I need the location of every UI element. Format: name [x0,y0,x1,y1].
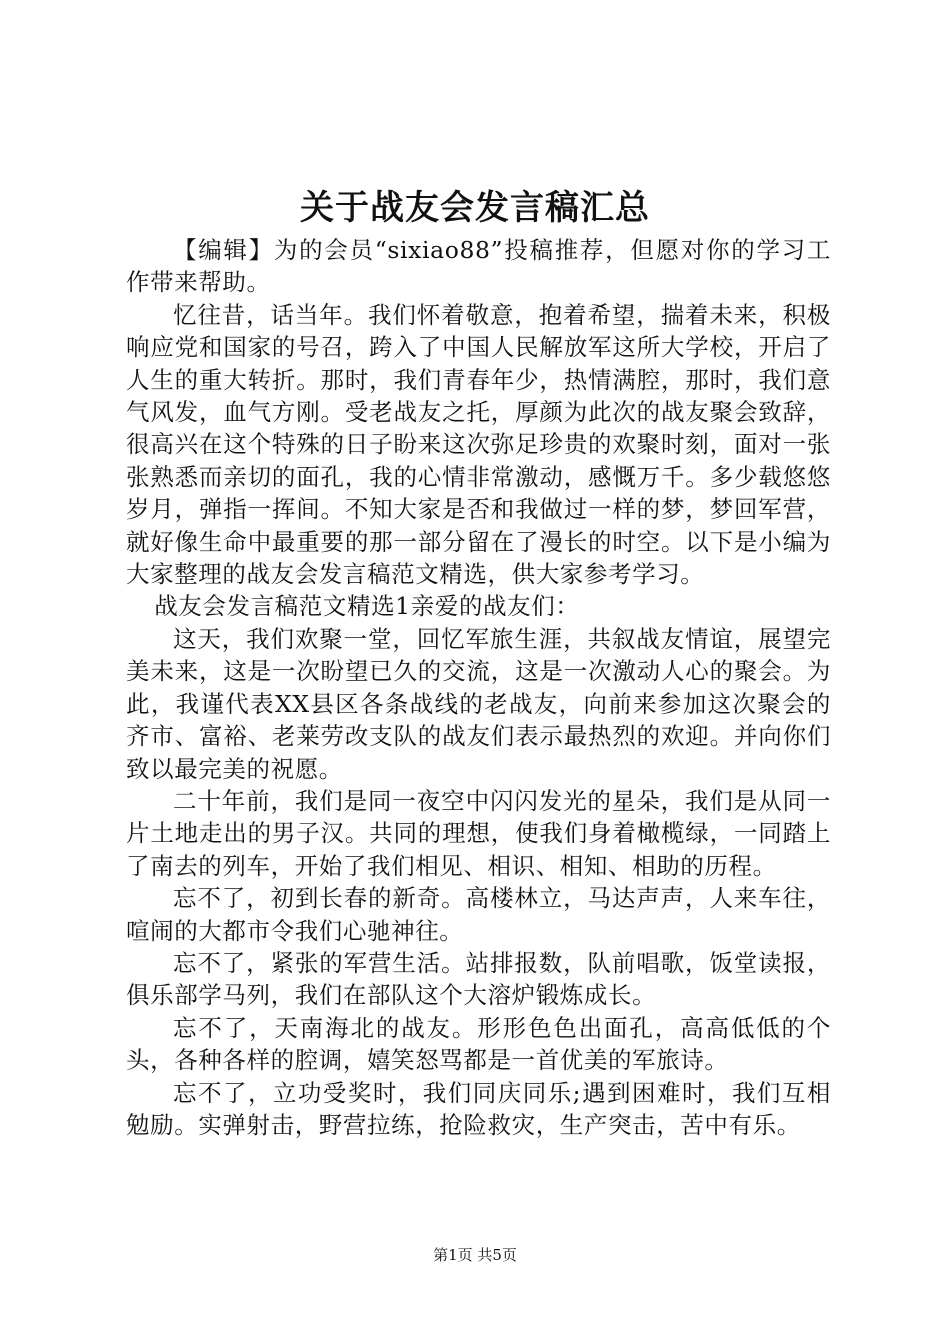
body-paragraph: 忘不了，天南海北的战友。形形色色出面孔，高高低低的个头，各种各样的腔调，嬉笑怒骂都是一首优美的军旅诗。 [126,1013,831,1075]
intro-paragraph: 忆往昔，话当年。我们怀着敬意，抱着希望，揣着未来，积极响应党和国家的号召，跨入了中国人民解放军这所大学校，开启了人生的重大转折。那时，我们青春年少，热情满腔，那时，我们意气风发，血气方刚。受老战友之托，厚颜为此次的战友聚会致辞，很高兴在这个特殊的日子盼来这次弥足珍贵的欢聚时刻，面对一张张熟悉而亲切的面孔，我的心情非常激动，感慨万千。多少载悠悠岁月，弹指一挥间。不知大家是否和我做过一样的梦，梦回军营，就好像生命中最重要的那一部分留在了漫长的时空。以下是小编为大家整理的战友会发言稿范文精选，供大家参考学习。 [126,300,831,589]
body-paragraph: 忘不了，紧张的军营生活。站排报数，队前唱歌，饭堂读报，俱乐部学马列，我们在部队这个大溶炉锻炼成长。 [126,948,831,1010]
document-body [126,234,831,1141]
page-number-footer: 第1页 共5页 [433,1246,517,1264]
body-paragraph: 这天，我们欢聚一堂，回忆军旅生涯，共叙战友情谊，展望完美未来，这是一次盼望已久的交流，这是一次激动人心的聚会。为此，我谨代表XX县区各条战线的老战友，向前来参加这次聚会的齐市、富裕、老莱劳改支队的战友们表示最热烈的欢迎。并向你们致以最完美的祝愿。 [126,624,831,783]
section-heading-paragraph: 战友会发言稿范文精选1亲爱的战友们： [154,592,580,621]
body-paragraph: 忘不了，立功受奖时，我们同庆同乐;遇到困难时，我们互相勉励。实弹射击，野营拉练，抢险救灾，生产突击，苦中有乐。 [126,1078,831,1139]
document-title: 关于战友会发言稿汇总 [300,188,650,228]
body-paragraph: 忘不了，初到长春的新奇。高楼林立，马达声声，人来车往，喧闹的大都市令我们心驰神往。 [126,884,831,945]
editor-note-paragraph: 【编辑】为的会员“sixiao88”投稿推荐，但愿对你的学习工作带来帮助。 [126,236,831,297]
body-paragraph: 二十年前，我们是同一夜空中闪闪发光的星朵，我们是从同一片土地走出的男子汉。共同的理想，使我们身着橄榄绿，一同踏上了南去的列车，开始了我们相见、相识、相知、相助的历程。 [126,786,831,880]
